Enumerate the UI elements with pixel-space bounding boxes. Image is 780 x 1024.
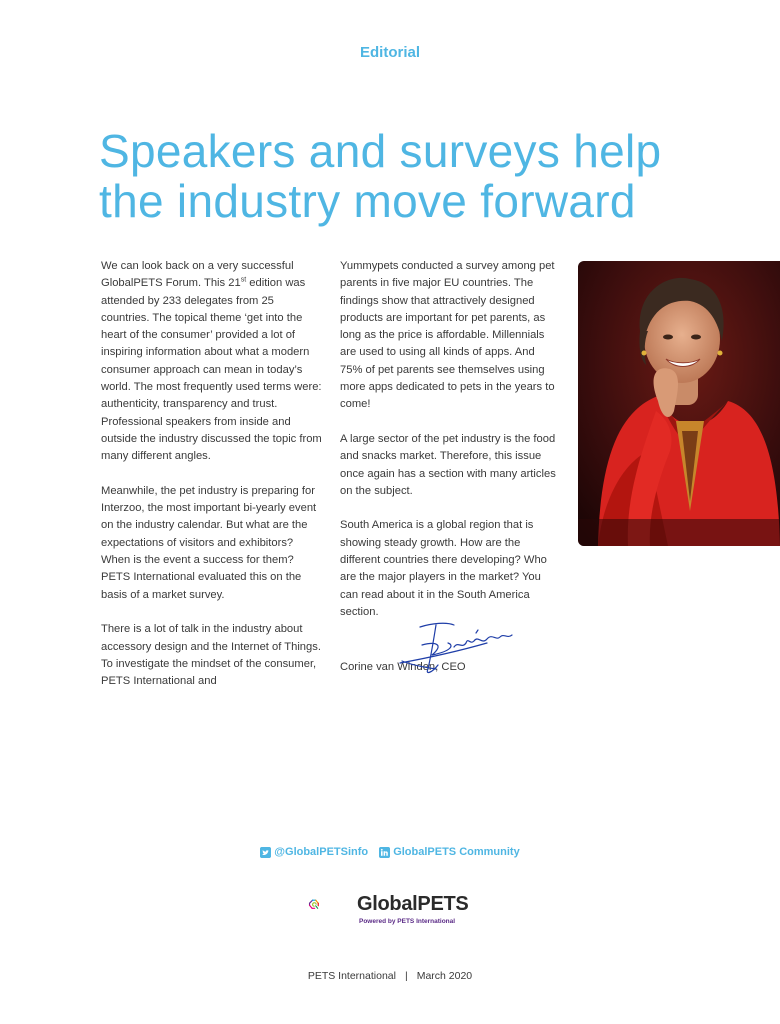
paragraph: We can look back on a very successful GlobalPETS Forum. This 21st edition was attended by 233 delegates from 25 countries. The topical theme ‘get into the heart of the consumer’ provided a lot of inspiring information about what a modern consumer approach can mean in today’s world. The most frequently used terms were: authenticity, transparency and trust. Professional speakers from inside and outside the industry discussed the topic from many different angles. xyxy=(101,260,322,463)
article-column-1 xyxy=(101,258,323,708)
headline-line-1: Speakers and surveys help xyxy=(99,125,662,177)
paragraph: Meanwhile, the pet industry is preparing for Interzoo, the most important bi-yearly event on the industry calendar. But what are the expectations of visitors and exhibitors? When is the event a success for them? PETS International evaluated this on the basis of a market survey. xyxy=(101,484,317,601)
globalpets-logo xyxy=(308,882,354,928)
section-label: Editorial xyxy=(359,44,420,61)
paragraph: There is a lot of talk in the industry about accessory design and the Internet of Things. To investigate the mindset of the consumer, PETS International and xyxy=(101,623,321,688)
headline xyxy=(99,126,739,226)
linkedin-link[interactable] xyxy=(379,846,520,858)
footer-date: March 2020 xyxy=(416,970,473,982)
handwritten-signature xyxy=(392,615,522,675)
page-footer xyxy=(0,970,780,982)
paragraph: Yummypets conducted a survey among pet parents in five major EU countries. The findings show that attractively designed products are important for pet parents, as long as the price is affordable. Millennials are used to using all kinds of apps. And 75% of pet parents see themselves using more apps dedicated to pets in the years to come! xyxy=(340,260,555,411)
twitter-link[interactable] xyxy=(260,846,368,858)
logo-tagline: Powered by PETS International xyxy=(359,918,456,925)
article-column-2 xyxy=(340,258,558,677)
twitter-handle: @GlobalPETSinfo xyxy=(274,846,369,858)
footer-publication: PETS International xyxy=(307,970,396,982)
paragraph: South America is a global region that is showing steady growth. How are the different countries there developing? Who are the major players in the market? You can read about it in the South America section. xyxy=(340,519,547,618)
ordinal-suffix: st xyxy=(240,276,247,284)
linkedin-icon xyxy=(379,847,390,858)
social-links xyxy=(0,846,780,861)
logo-wordmark: GlobalPETS xyxy=(357,893,469,915)
signature-name: Corine van Winden, CEO xyxy=(340,661,466,674)
paragraph: A large sector of the pet industry is the food and snacks market. Therefore, this issue once again has a section with many articles on the subject. xyxy=(340,432,556,497)
twitter-icon xyxy=(260,847,271,858)
ceo-portrait-photo xyxy=(578,261,780,546)
linkedin-community: GlobalPETS Community xyxy=(393,846,520,858)
footer-separator: | xyxy=(404,970,408,982)
headline-line-2: the industry move forward xyxy=(99,175,636,227)
